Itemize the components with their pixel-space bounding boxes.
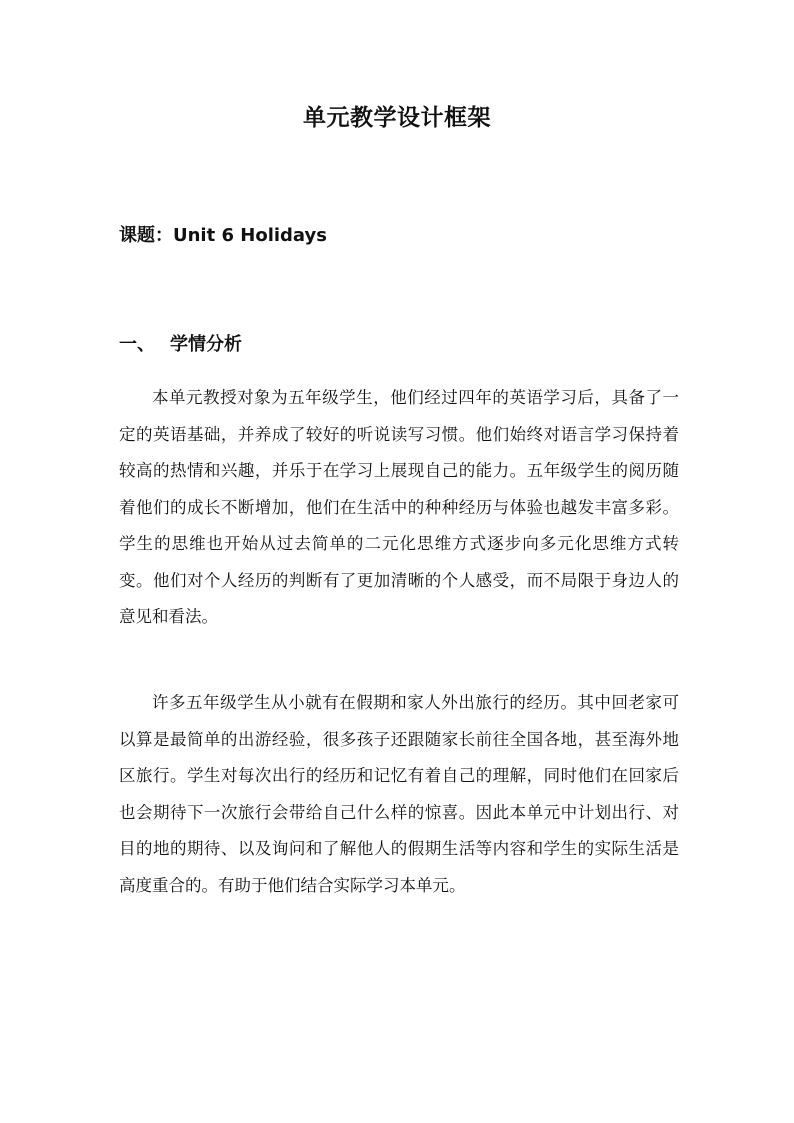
section-heading: [119, 331, 242, 359]
lesson-subject: 课题：Unit 6 Holidays: [119, 225, 327, 246]
section-number: 一、: [119, 334, 155, 355]
section-title: 学情分析: [170, 334, 242, 355]
paragraph-learner-analysis-1: 本单元教授对象为五年级学生，他们经过四年的英语学习后，具备了一定的英语基础，并养成了较好的听说读写习惯。他们始终对语言学习保持着较高的热情和兴趣，并乐于在学习上展现自己的能力。五年级学生的阅历随着他们的成长不断增加，他们在生活中的种种经历与体验也越发丰富多彩。学生的思维也开始从过去简单的二元化思维方式逐步向多元化思维方式转变。他们对个人经历的判断有了更加清晰的个人感受，而不局限于身边人的意见和看法。: [119, 388, 679, 626]
paragraph-learner-analysis-2: 许多五年级学生从小就有在假期和家人外出旅行的经历。其中回老家可以算是最简单的出游经验，很多孩子还跟随家长前往全国各地，甚至海外地区旅行。学生对每次出行的经历和记忆有着自己的理解，同时他们在回家后也会期待下一次旅行会带给自己什么样的惊喜。因此本单元中计划出行、对目的地的期待、以及询问和了解他人的假期生活等内容和学生的实际生活是高度重合的。有助于他们结合实际学习本单元。: [119, 693, 679, 895]
document-title: 单元教学设计框架: [303, 105, 491, 131]
